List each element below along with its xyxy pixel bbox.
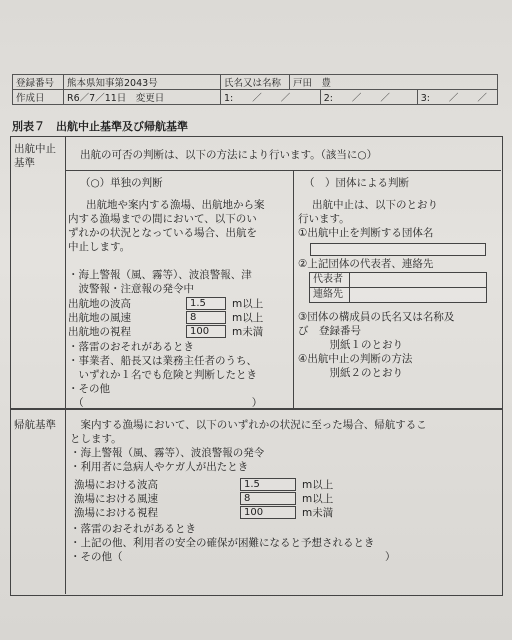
group-name-field[interactable]: [310, 243, 486, 256]
dep-row-2-label: 出航地の風速: [68, 312, 131, 324]
dep-bullet-3: いずれか１名でも危険と判断したとき: [68, 369, 257, 381]
group-item-3b: び 登録番号: [298, 325, 361, 337]
dep-row-1-unit: m以上: [232, 298, 264, 310]
return-divider: [65, 408, 66, 594]
group-item-2: ②上記団体の代表者、連絡先: [298, 258, 434, 270]
reg-value: 熊本県知事第2043号: [64, 75, 221, 90]
ret-row-3-label: 漁場における視程: [74, 507, 158, 519]
contact-field[interactable]: [350, 288, 487, 303]
representative-table: [309, 272, 487, 303]
group-item-3c: 別紙１のとおり: [298, 339, 403, 351]
label-divider: [65, 136, 66, 408]
rep-field[interactable]: [350, 273, 487, 288]
return-label: 帰航基準: [14, 419, 56, 431]
single-text-4: 中止します。: [68, 241, 131, 253]
single-text-3: ずれかの状況となっている場合、出航を: [68, 227, 257, 239]
dep-row-1-label: 出航地の波高: [68, 298, 131, 310]
group-title: （ ）団体による判断: [304, 177, 409, 189]
change-2: 2: ／ ／: [320, 90, 417, 105]
ret-visibility-field[interactable]: 100: [240, 506, 296, 519]
group-item-4b: 別紙２のとおり: [298, 367, 403, 379]
header-table: [12, 74, 498, 105]
ret-row-2-unit: m以上: [302, 493, 334, 505]
change-3: 3: ／ ／: [417, 90, 497, 105]
ret-row-1-label: 漁場における波高: [74, 479, 158, 491]
dep-bullet-2: ・事業者、船長又は業務主任者のうち、: [68, 355, 257, 367]
ret-bullet-1: ・落雷のおそれがあるとき: [70, 523, 196, 535]
return-intro-4: ・利用者に急病人やケガ人が出たとき: [70, 461, 249, 473]
group-text-3: ①出航中止を判断する団体名: [298, 227, 434, 239]
single-text-2: 内する漁場までの間において、以下のい: [68, 213, 257, 225]
name-value: 戸田 豊: [290, 75, 498, 90]
return-intro-2: とします。: [70, 433, 122, 445]
dep-wave-field[interactable]: 1.5: [186, 297, 226, 310]
group-item-4a: ④出航中止の判断の方法: [298, 353, 413, 365]
ret-bullet-3: ・その他（ ）: [70, 551, 396, 563]
ret-row-3-unit: m未満: [302, 507, 334, 519]
departure-label-1: 出航中止: [14, 143, 56, 155]
single-title: （○）単独の判断: [80, 177, 163, 189]
return-intro-3: ・海上警報（風、霧等）、波浪警報の発令: [70, 447, 265, 459]
date-label: 作成日: [13, 90, 64, 105]
ret-row-1-unit: m以上: [302, 479, 334, 491]
date-value: R6／7／11日 変更日: [64, 90, 221, 105]
section-title: 別表７ 出航中止基準及び帰航基準: [12, 120, 188, 133]
dep-row-2-unit: m以上: [232, 312, 264, 324]
change-1: 1: ／ ／: [221, 90, 321, 105]
dep-row-3-label: 出航地の視程: [68, 326, 131, 338]
reg-label: 登録番号: [13, 75, 64, 90]
ret-wave-field[interactable]: 1.5: [240, 478, 296, 491]
column-divider: [293, 170, 294, 408]
warning-2: 波警報・注意報の発令中: [68, 283, 194, 295]
warning-1: ・海上警報（風、霧等）、波浪警報、津: [68, 269, 252, 281]
contact-label: 連絡先: [310, 288, 350, 303]
dep-wind-field[interactable]: 8: [186, 311, 226, 324]
dep-visibility-field[interactable]: 100: [186, 325, 226, 338]
dep-row-3-unit: m未満: [232, 326, 264, 338]
return-intro-1: 案内する漁場において、以下のいずれかの状況に至った場合、帰航するこ: [70, 419, 427, 431]
ret-bullet-2: ・上記の他、利用者の安全の確保が困難になると予想されるとき: [70, 537, 375, 549]
ret-row-2-label: 漁場における風速: [74, 493, 158, 505]
dep-bullet-1: ・落雷のおそれがあるとき: [68, 341, 194, 353]
single-text-1: 出航地や案内する漁場、出航地から案: [86, 199, 265, 211]
departure-intro: 出航の可否の判断は、以下の方法により行います。（該当に○）: [80, 149, 378, 161]
intro-divider: [65, 170, 501, 171]
group-text-2: 行います。: [298, 213, 350, 225]
changed-label: 変更日: [135, 93, 165, 104]
ret-wind-field[interactable]: 8: [240, 492, 296, 505]
dep-bullet-5: （ ）: [68, 397, 263, 409]
group-item-3a: ③団体の構成員の氏名又は名称及: [298, 311, 455, 323]
rep-label: 代表者: [310, 273, 350, 288]
name-label: 氏名又は名称: [221, 75, 290, 90]
dep-bullet-4: ・その他: [68, 383, 110, 395]
departure-label-2: 基準: [14, 157, 35, 169]
group-text-1: 出航中止は、以下のとおり: [312, 199, 438, 211]
